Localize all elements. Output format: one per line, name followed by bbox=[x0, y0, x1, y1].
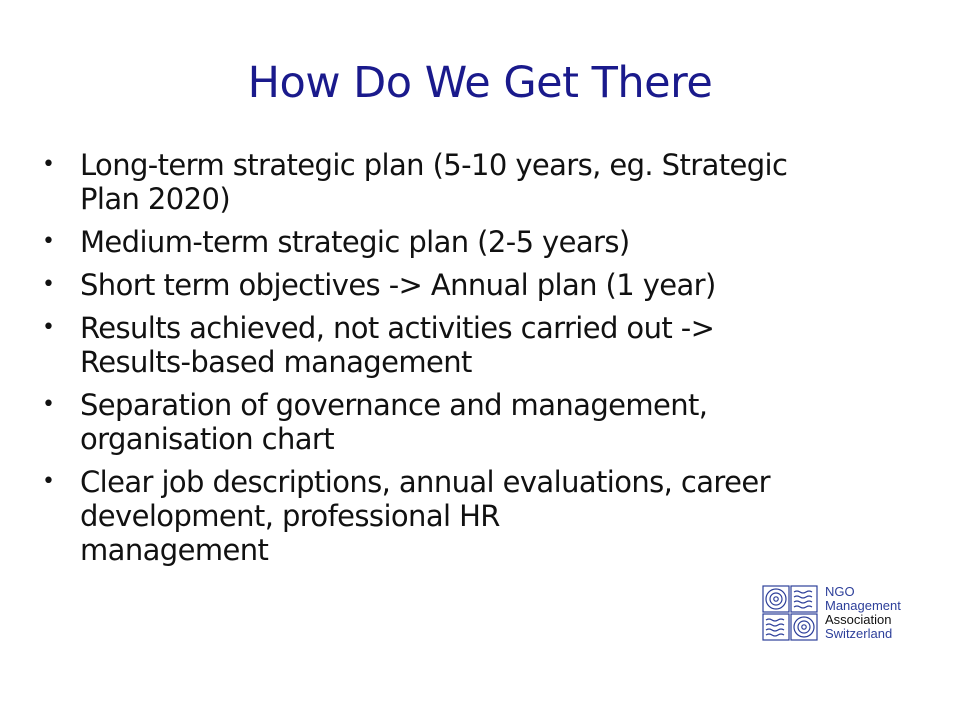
bullet-text-line: Clear job descriptions, annual evaluations, career bbox=[80, 465, 770, 499]
logo-line: NGO bbox=[825, 584, 855, 599]
bullet-text-line: Long-term strategic plan (5-10 years, eg. Strategic bbox=[80, 148, 788, 182]
bullet-text-line: Medium-term strategic plan (2-5 years) bbox=[80, 225, 630, 259]
logo-line: Management bbox=[825, 598, 901, 613]
bullet-item bbox=[40, 388, 910, 456]
bullet-item bbox=[40, 225, 910, 259]
bullet-text-line: Results achieved, not activities carried out -> bbox=[80, 311, 715, 345]
logo-line: Association bbox=[825, 612, 892, 627]
bullet-text-line: Results-based management bbox=[80, 345, 472, 379]
bullet-dot: • bbox=[42, 229, 55, 254]
bullet-item bbox=[40, 311, 910, 379]
slide-title: How Do We Get There bbox=[247, 58, 713, 108]
bullet-text-line: management bbox=[80, 533, 269, 567]
bullet-list bbox=[40, 148, 910, 576]
bullet-dot: • bbox=[42, 152, 55, 177]
bullet-dot: • bbox=[42, 272, 55, 297]
bullet-text-line: Plan 2020) bbox=[80, 182, 231, 216]
bullet-text-line: organisation chart bbox=[80, 422, 335, 456]
bullet-text-line: Short term objectives -> Annual plan (1 year) bbox=[80, 268, 716, 302]
bullet-text-line: Separation of governance and management, bbox=[80, 388, 708, 422]
bullet-dot: • bbox=[42, 315, 55, 340]
logo-line: Switzerland bbox=[825, 626, 893, 641]
ngo-logo-mark-icon bbox=[762, 585, 820, 643]
logo-text bbox=[825, 585, 901, 641]
bullet-item bbox=[40, 268, 910, 302]
bullet-item bbox=[40, 148, 910, 216]
bullet-item bbox=[40, 465, 910, 567]
bullet-text-line: development, professional HR bbox=[80, 499, 500, 533]
organization-logo bbox=[762, 585, 922, 643]
bullet-dot: • bbox=[42, 392, 55, 417]
bullet-dot: • bbox=[42, 469, 55, 494]
